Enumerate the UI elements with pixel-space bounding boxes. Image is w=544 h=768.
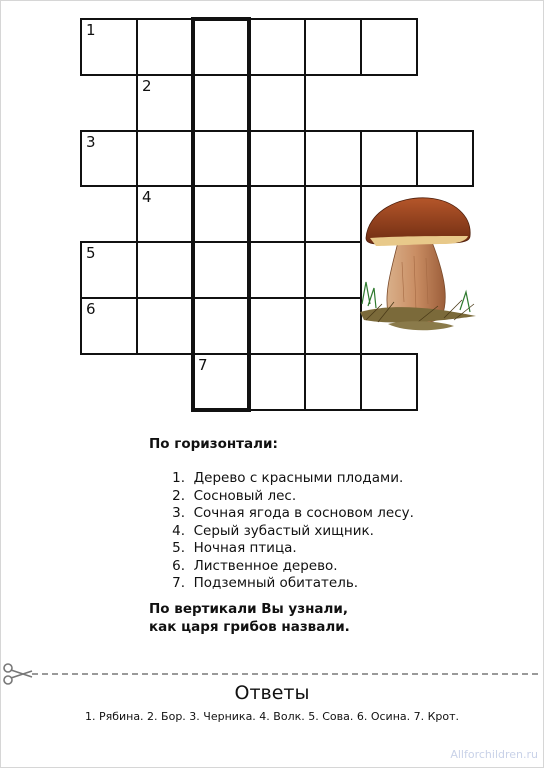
crossword-cell (80, 241, 138, 299)
crossword-cell (360, 18, 418, 76)
crossword-cell (304, 297, 362, 355)
crossword-cell (360, 130, 418, 188)
row-number: 3 (86, 132, 96, 151)
crossword-cell (136, 74, 194, 132)
crossword-cell (192, 185, 250, 243)
crossword-cell (80, 18, 138, 76)
row-number: 6 (86, 300, 96, 318)
clue-text: Дерево с красными плодами. (193, 470, 404, 486)
crossword-cell (248, 297, 306, 355)
crossword-cell (248, 130, 306, 188)
vertical-note (149, 600, 350, 636)
row-number: 4 (142, 188, 152, 207)
clue-number: 6. (172, 557, 185, 574)
crossword-cell (304, 185, 362, 243)
clue-number: 3. (172, 505, 185, 521)
clue-number: 7. (172, 575, 185, 591)
crossword-cell (192, 241, 250, 299)
clue-number: 2. (172, 487, 185, 504)
crossword-cell (80, 297, 138, 355)
clue-number: 4. (172, 522, 185, 539)
crossword-cell (192, 74, 250, 132)
crossword-cell (360, 353, 418, 411)
clue-item (149, 523, 414, 541)
crossword-cell (248, 74, 306, 132)
crossword-cell (304, 241, 362, 299)
clue-text: Лиственное дерево. (193, 557, 338, 574)
clue-number: 5. (172, 540, 185, 556)
crossword-cell (304, 353, 362, 411)
clues-heading: По горизонтали: (149, 436, 278, 452)
crossword-cell (304, 130, 362, 188)
vertical-note-line1: По вертикали Вы узнали, (149, 601, 348, 617)
row-number: 1 (86, 21, 96, 39)
crossword-cell (136, 130, 194, 188)
crossword-cell (192, 353, 250, 411)
crossword-cell (248, 18, 306, 76)
crossword-cell (80, 130, 138, 188)
crossword-cell (416, 130, 474, 188)
clue-item (149, 575, 414, 593)
crossword-cell (304, 18, 362, 76)
row-number: 5 (86, 244, 96, 263)
row-number: 7 (198, 355, 208, 374)
answers-title: Ответы (234, 682, 310, 704)
crossword-cell (248, 185, 306, 243)
clue-text: Ночная птица. (193, 540, 297, 556)
crossword-cell (136, 18, 194, 76)
clue-text: Серый зубастый хищник. (193, 522, 374, 539)
clue-list (149, 470, 414, 593)
crossword-cell (248, 353, 306, 411)
clue-item (149, 540, 414, 558)
clue-text: Подземный обитатель. (193, 575, 359, 591)
clue-text: Сочная ягода в сосновом лесу. (193, 505, 414, 521)
crossword-cell (136, 185, 194, 243)
clue-item (149, 470, 414, 488)
crossword-cell (136, 241, 194, 299)
clues-section (149, 436, 529, 635)
crossword-cell (136, 297, 194, 355)
answers-text: 1. Рябина. 2. Бор. 3. Черника. 4. Волк. 5. Сова. 6. Осина. 7. Крот. (84, 710, 460, 723)
crossword-cell (192, 297, 250, 355)
clue-item (149, 505, 414, 523)
clue-text: Сосновый лес. (193, 487, 297, 504)
crossword-cell (248, 241, 306, 299)
watermark: Allforchildren.ru (450, 748, 538, 761)
clue-item (149, 558, 414, 576)
cut-line (32, 673, 538, 675)
crossword-cell (192, 130, 250, 188)
clue-number: 1. (172, 470, 185, 486)
row-number: 2 (142, 76, 152, 95)
clue-item (149, 488, 414, 506)
crossword-cell (192, 18, 250, 76)
vertical-note-line2: как царя грибов назвали. (149, 619, 350, 635)
mushroom-illustration (358, 192, 478, 342)
